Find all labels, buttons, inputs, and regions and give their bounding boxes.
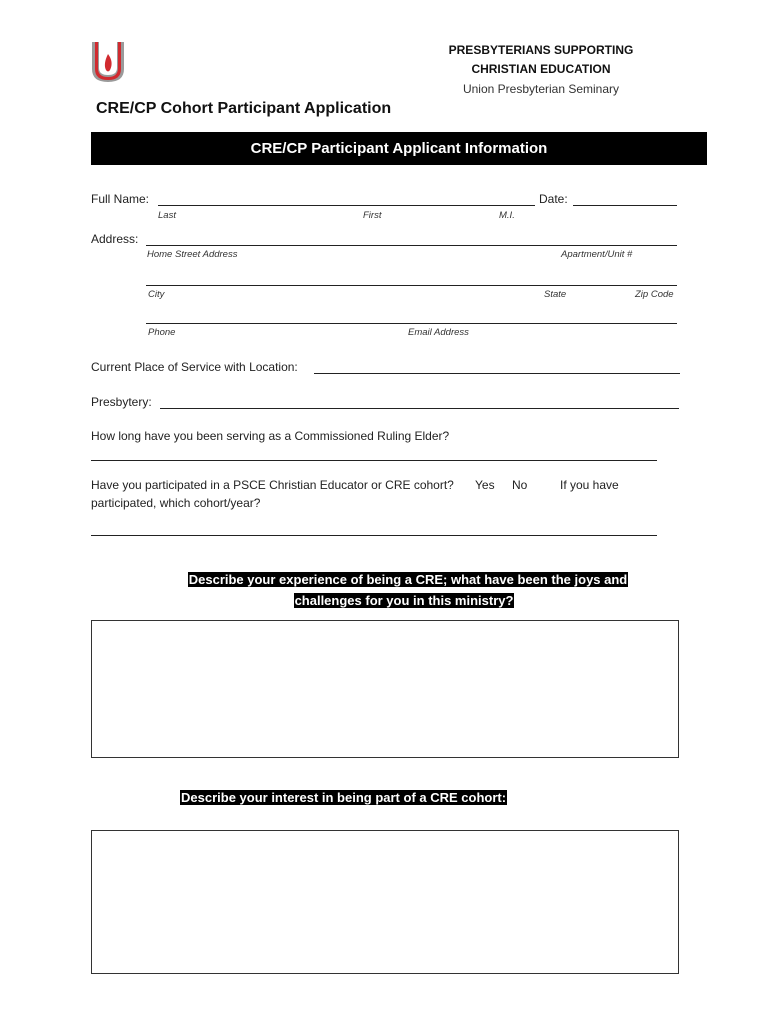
org-seminary: Union Presbyterian Seminary <box>462 82 620 96</box>
form-title: CRE/CP Cohort Participant Application <box>96 100 392 117</box>
first-sublabel: First <box>363 210 382 221</box>
section-banner: CRE/CP Participant Applicant Information <box>91 132 707 165</box>
city-state-zip-field[interactable] <box>146 285 677 286</box>
yes-option[interactable]: Yes <box>475 478 495 492</box>
date-label: Date: <box>539 192 568 206</box>
date-field[interactable] <box>573 205 677 206</box>
cohort-year-field[interactable] <box>91 535 657 536</box>
last-sublabel: Last <box>158 210 176 221</box>
apartment-sublabel: Apartment/Unit # <box>561 249 633 260</box>
place-of-service-field[interactable] <box>314 373 680 374</box>
org-name-line1: PRESBYTERIANS SUPPORTING <box>448 43 634 57</box>
mi-sublabel: M.I. <box>499 210 515 221</box>
phone-sublabel: Phone <box>148 327 176 338</box>
email-sublabel: Email Address <box>408 327 469 338</box>
interest-prompt: Describe your interest in being part of a CRE cohort: <box>181 790 507 805</box>
full-name-label: Full Name: <box>91 192 150 206</box>
experience-answer-box[interactable] <box>91 620 679 758</box>
experience-prompt-line2: challenges for you in this ministry? <box>294 593 514 608</box>
home-street-sublabel: Home Street Address <box>147 249 238 260</box>
serving-question: How long have you been serving as a Commissioned Ruling Elder? <box>91 429 450 443</box>
if-you-have-text: If you have <box>560 478 619 492</box>
phone-email-field[interactable] <box>146 323 677 324</box>
cohort-question: Have you participated in a PSCE Christian Educator or CRE cohort? <box>91 478 454 492</box>
state-sublabel: State <box>544 289 567 300</box>
union-seminary-logo-icon <box>90 42 126 82</box>
serving-answer-field[interactable] <box>91 460 657 461</box>
city-sublabel: City <box>148 289 165 300</box>
interest-answer-box[interactable] <box>91 830 679 974</box>
no-option[interactable]: No <box>512 478 528 492</box>
org-name-line2: CHRISTIAN EDUCATION <box>471 62 611 76</box>
zip-sublabel: Zip Code <box>635 289 674 300</box>
experience-prompt-line1: Describe your experience of being a CRE; what have been the joys and <box>188 572 628 587</box>
place-of-service-label: Current Place of Service with Location: <box>91 360 298 374</box>
presbytery-label: Presbytery: <box>91 395 152 409</box>
cohort-question-continued: participated, which cohort/year? <box>91 496 261 510</box>
presbytery-field[interactable] <box>160 408 679 409</box>
street-address-field[interactable] <box>146 245 677 246</box>
address-label: Address: <box>91 232 139 246</box>
full-name-field[interactable] <box>158 205 535 206</box>
